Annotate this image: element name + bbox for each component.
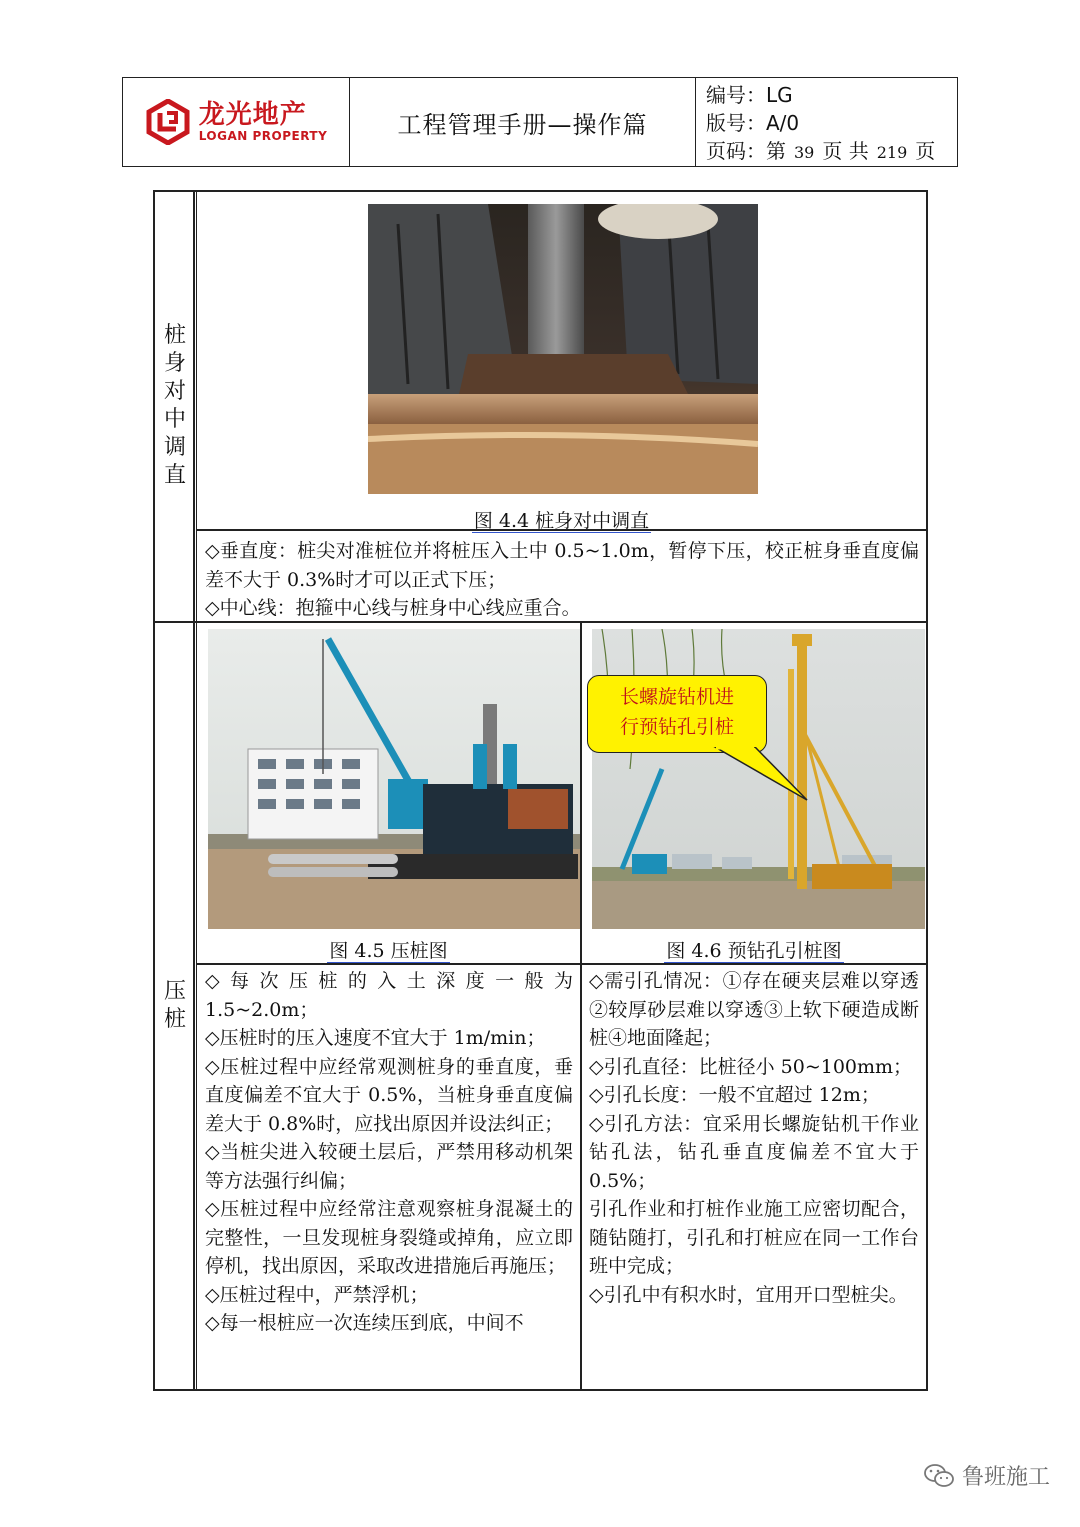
note-diameter: ◇引孔直径：比桩径小 50~100mm；	[589, 1055, 913, 1078]
version-value: A/0	[766, 111, 800, 135]
note-floating: ◇压桩过程中，严禁浮机；	[205, 1283, 429, 1306]
figure-caption-text: 图 4.4 桩身对中调直	[473, 510, 650, 532]
note-hard-soil: ◇当桩尖进入较硬土层后，严禁用移动机架等方法强行纠偏；	[205, 1141, 573, 1192]
logan-logo-icon	[145, 99, 191, 145]
document-title: 工程管理手册—操作篇	[350, 78, 696, 166]
table-divider	[580, 622, 582, 1389]
note-conditions: ◇需引孔情况：①存在硬夹层难以穿透②较厚砂层难以穿透③上软下硬造成断桩④地面隆起；	[589, 970, 919, 1049]
wechat-icon	[924, 1463, 954, 1489]
page-word-ye: 页	[822, 139, 843, 163]
code-row	[706, 81, 957, 109]
page-word-gong: 共	[848, 139, 869, 163]
document-header	[122, 77, 958, 167]
note-continuous: ◇每一根桩应一次连续压到底，中间不	[205, 1312, 524, 1334]
label-char: 直	[163, 463, 186, 488]
note-method: ◇引孔方法：宜采用长螺旋钻机干作业钻孔法，钻孔垂直度偏差不宜大于 0.5%；	[589, 1112, 919, 1192]
callout-line: 行预钻孔引桩	[619, 716, 734, 738]
label-char: 压	[163, 979, 186, 1004]
page-current: 39	[794, 143, 815, 162]
brand-name-cn: 龙光地产	[198, 100, 307, 130]
page-word-ye-2: 页	[915, 139, 936, 163]
table-divider	[196, 963, 926, 965]
content-table	[153, 190, 928, 1391]
figure-caption-text: 图 4.5 压桩图	[329, 940, 448, 962]
figure-caption-4-4	[197, 506, 926, 533]
note-depth: ◇ 每 次 压 桩 的 入 土 深 度 一 般 为 1.5~2.0m；	[205, 970, 573, 1021]
watermark-text: 鲁班施工	[961, 1465, 1050, 1490]
pile-alignment-photo	[368, 204, 758, 494]
code-label: 编号：	[706, 83, 766, 107]
note-coordination: 引孔作业和打桩作业施工应密切配合，随钻随打，引孔和打桩应在同一工作台班中完成；	[589, 1198, 919, 1277]
drilling-rig-callout	[587, 675, 767, 753]
pile-pressing-notes	[205, 967, 573, 1338]
alignment-notes	[205, 537, 919, 623]
logo-cell	[123, 78, 350, 166]
version-row	[706, 109, 957, 137]
note-centerline: ◇中心线：抱箍中心线与桩身中心线应重合。	[205, 597, 581, 619]
brand-name-en: LOGAN PROPERTY	[198, 129, 328, 143]
version-label: 版号：	[706, 111, 766, 135]
code-value: LG	[766, 83, 793, 107]
label-char: 桩	[163, 323, 186, 348]
label-char: 身	[163, 351, 186, 376]
section-label-alignment	[155, 322, 195, 490]
brand-text	[199, 101, 328, 143]
figure-caption-text: 图 4.6 预钻孔引桩图	[666, 940, 842, 962]
pre-drilling-notes	[589, 967, 919, 1309]
figure-caption-4-6	[582, 936, 926, 963]
watermark	[924, 1460, 1050, 1491]
page-total: 219	[876, 143, 908, 162]
page-row	[706, 137, 957, 167]
note-water: ◇引孔中有积水时，宜用开口型桩尖。	[589, 1283, 908, 1306]
label-char: 中	[163, 407, 186, 432]
note-length: ◇引孔长度：一般不宜超过 12m；	[589, 1084, 880, 1106]
note-verticality: ◇压桩过程中应经常观测桩身的垂直度，垂直度偏差不宜大于 0.5%，当桩身垂直度偏差大于 0.8%时，应找出原因并设法纠正；	[205, 1055, 573, 1135]
note-integrity: ◇压桩过程中应经常注意观察桩身混凝土的完整性，一旦发现桩身裂缝或掉角，应立即停机，找出原因，采取改进措施后再施压；	[205, 1198, 573, 1277]
document-meta	[696, 78, 957, 166]
section-label-pile-pressing	[155, 978, 195, 1034]
table-divider	[196, 192, 197, 1389]
page-word-di: 第	[766, 139, 786, 163]
pile-pressing-photo	[208, 629, 580, 929]
callout-line: 长螺旋钻机进	[619, 686, 734, 708]
note-verticality: ◇垂直度：桩尖对准桩位并将桩压入土中 0.5~1.0m，暂停下压，校正桩身垂直度偏差不大于 0.3%时才可以正式下压；	[205, 540, 919, 591]
label-char: 桩	[163, 1007, 186, 1032]
page-label: 页码：	[706, 139, 766, 163]
label-char: 调	[163, 435, 186, 460]
figure-caption-4-5	[197, 936, 580, 963]
label-char: 对	[163, 379, 186, 404]
note-speed: ◇压桩时的压入速度不宜大于 1m/min；	[205, 1027, 546, 1049]
callout-pointer-icon	[675, 747, 810, 802]
